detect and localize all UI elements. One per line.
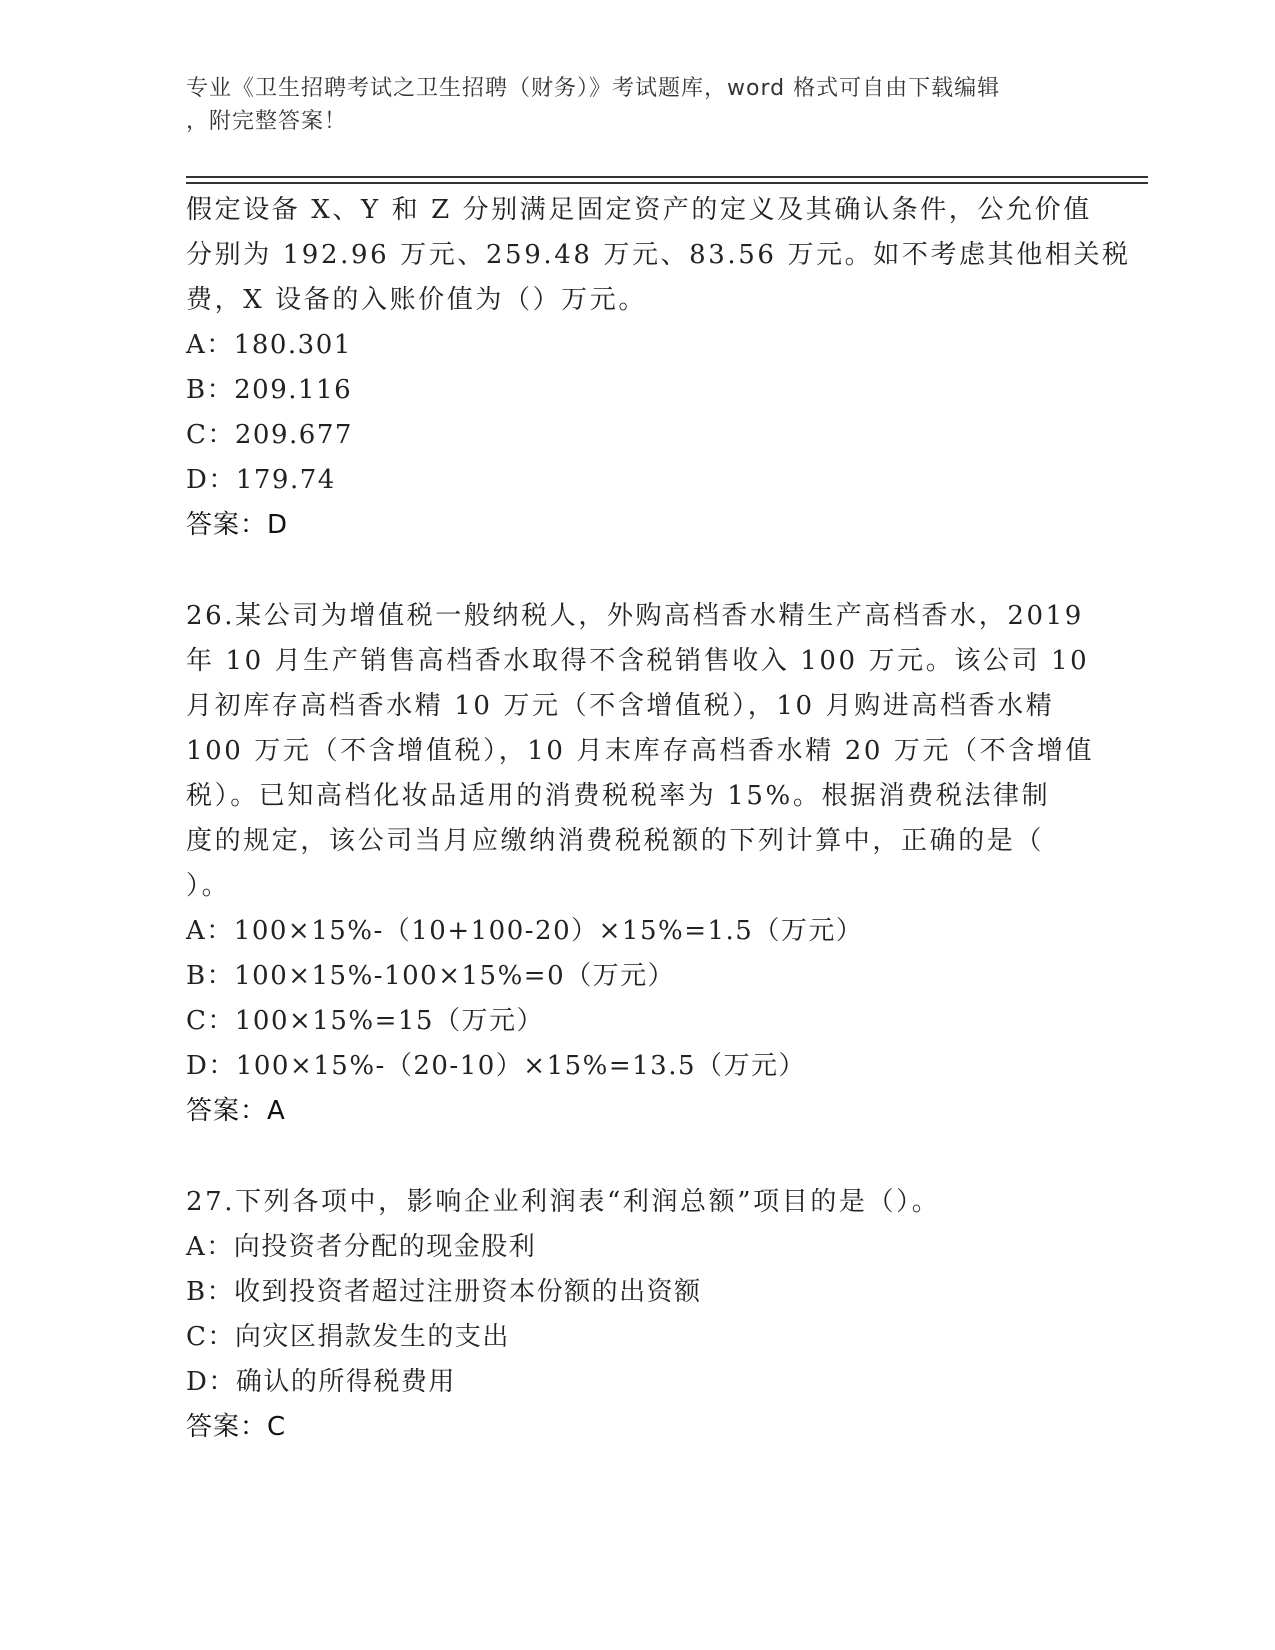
stem-line: 100 万元（不含增值税），10 月末库存高档香水精 20 万元（不含增值 bbox=[186, 736, 1095, 766]
header-line: ，附完整答案！ bbox=[186, 109, 348, 134]
stem-line: 年 10 月生产销售高档香水取得不含税销售收入 100 万元。该公司 10 bbox=[186, 646, 1090, 676]
option-b: B：209.116 bbox=[186, 375, 353, 405]
option-d: D：确认的所得税费用 bbox=[186, 1367, 456, 1397]
stem-line: ）。 bbox=[186, 871, 231, 901]
question-stem bbox=[186, 1180, 1066, 1225]
option-a: A：180.301 bbox=[186, 330, 352, 360]
question-list bbox=[186, 188, 1131, 1450]
option-c: C：100×15%=15（万元） bbox=[186, 1006, 544, 1036]
option-c: C：向灾区捐款发生的支出 bbox=[186, 1322, 510, 1352]
stem-line: 26.某公司为增值税一般纳税人，外购高档香水精生产高档香水，2019 bbox=[186, 601, 1084, 631]
answer-line: 答案：A bbox=[186, 1096, 286, 1126]
answer-line: 答案：C bbox=[186, 1412, 287, 1442]
option-d: D：179.74 bbox=[186, 465, 336, 495]
question-block bbox=[186, 1180, 1066, 1450]
stem-line: 27.下列各项中，影响企业利润表“利润总额”项目的是（）。 bbox=[186, 1187, 941, 1217]
option-d: D：100×15%-（20-10）×15%=13.5（万元） bbox=[186, 1051, 807, 1081]
header-divider-top bbox=[186, 176, 1148, 178]
option-b: B：100×15%-100×15%=0（万元） bbox=[186, 961, 676, 991]
option-a: A：100×15%-（10+100-20）×15%=1.5（万元） bbox=[186, 916, 864, 946]
header-line: 专业《卫生招聘考试之卫生招聘（财务）》考试题库，word 格式可自由下载编辑 bbox=[186, 76, 1001, 101]
stem-line: 度的规定，该公司当月应缴纳消费税税额的下列计算中，正确的是（ bbox=[186, 826, 1045, 856]
question-block bbox=[186, 594, 1095, 1134]
option-c: C：209.677 bbox=[186, 420, 353, 450]
stem-line: 月初库存高档香水精 10 万元（不含增值税），10 月购进高档香水精 bbox=[186, 691, 1055, 721]
option-b: B：收到投资者超过注册资本份额的出资额 bbox=[186, 1277, 702, 1307]
stem-line: 分别为 192.96 万元、259.48 万元、83.56 万元。如不考虑其他相关税 bbox=[186, 240, 1131, 270]
header-divider-bottom bbox=[186, 182, 1148, 184]
stem-line: 费，X 设备的入账价值为（）万元。 bbox=[186, 285, 647, 315]
question-spacer bbox=[186, 548, 1066, 594]
question-block bbox=[186, 188, 1131, 548]
question-stem bbox=[186, 594, 1095, 909]
answer-line: 答案：D bbox=[186, 510, 289, 540]
option-a: A：向投资者分配的现金股利 bbox=[186, 1232, 537, 1262]
stem-line: 假定设备 X、Y 和 Z 分别满足固定资产的定义及其确认条件，公允价值 bbox=[186, 195, 1092, 225]
question-stem bbox=[186, 188, 1131, 323]
question-spacer bbox=[186, 1134, 1066, 1180]
document-header bbox=[186, 72, 1066, 138]
stem-line: 税）。已知高档化妆品适用的消费税税率为 15%。根据消费税法律制 bbox=[186, 781, 1051, 811]
